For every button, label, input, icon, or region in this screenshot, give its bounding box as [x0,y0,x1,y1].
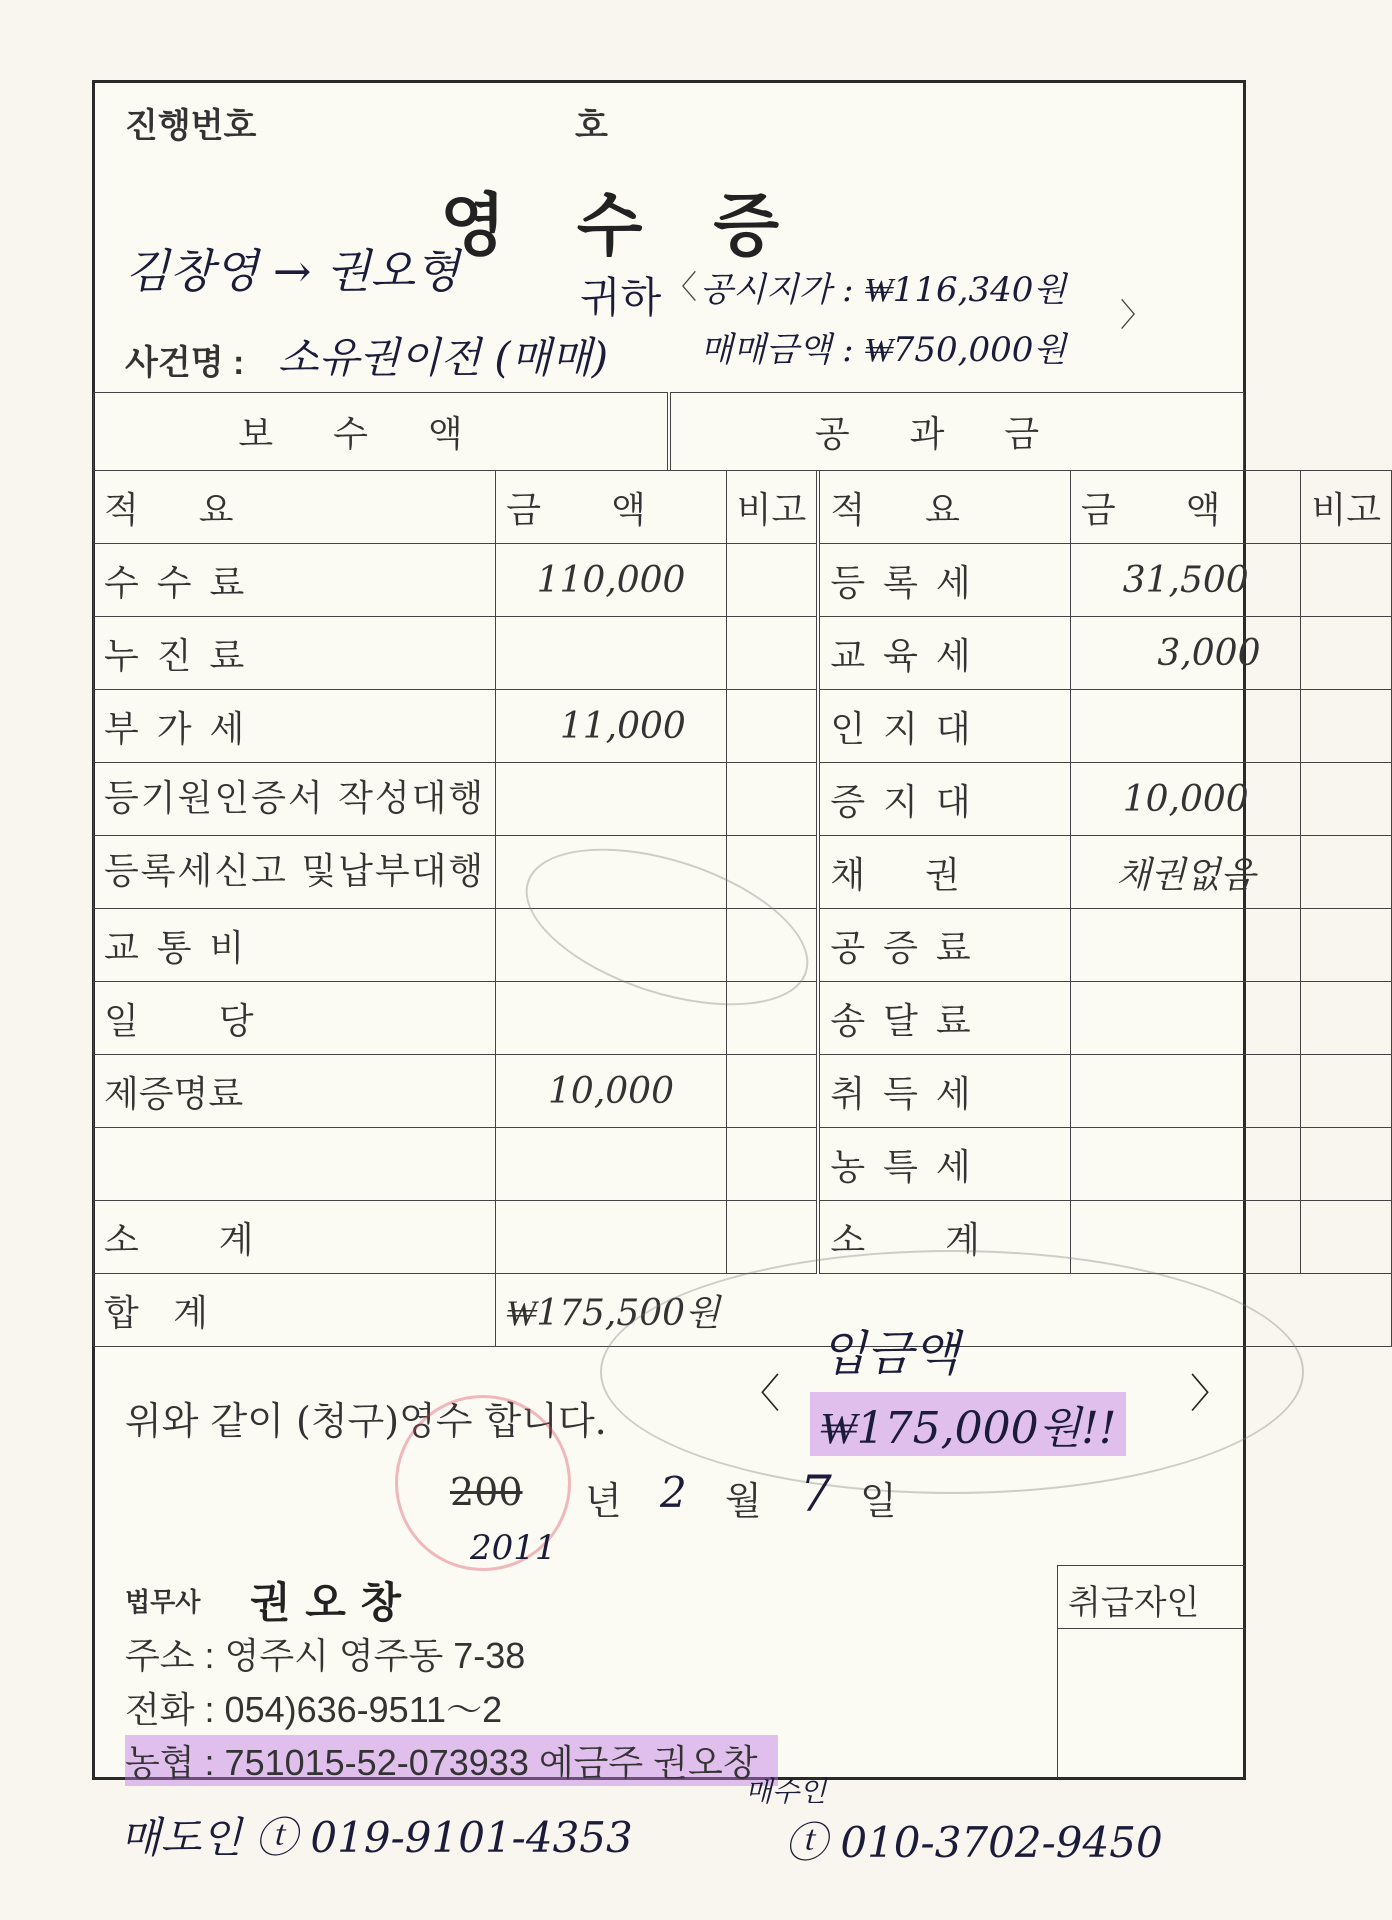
fee-amount: 10,000 [496,1055,727,1128]
bracket-open: 〈 [665,268,698,306]
receipt-statement: 위와 같이 (청구)영수 합니다. [125,1399,607,1443]
tax-label: 농특세 [818,1128,1070,1201]
fee-label: 교통비 [94,909,496,982]
tax-note [1301,1201,1392,1274]
fee-note [726,1128,818,1201]
fee-section-header: 보수액 [94,393,669,471]
deposit-amount: ₩175,000원!! [810,1392,1126,1456]
fee-label: 제증명료 [94,1055,496,1128]
fee-label: 소계 [94,1201,496,1274]
tax-note [1301,690,1392,763]
tax-label: 교육세 [818,617,1070,690]
fee-amount [496,1201,727,1274]
case-label: 사건명 : [125,344,245,382]
tax-amount: 3,000 [1070,617,1301,690]
tax-note [1301,617,1392,690]
tax-amount: 채권없음 [1070,836,1301,909]
tax-amount [1070,982,1301,1055]
tax-note [1301,836,1392,909]
table-row [94,690,1392,763]
date-month: 2 [660,1468,687,1517]
fee-desc-header: 적요 [94,471,496,544]
office-title: 법무사 [125,1587,201,1617]
fee-note [726,1055,818,1128]
public-land-price: 공시지가 : ₩116,340원 [700,270,1067,310]
ho-label: 호 [575,107,608,145]
date-il: 일 [860,1479,897,1523]
progress-number-label: 진행번호 [125,107,257,145]
deposit-label: 입금액 [820,1326,960,1382]
client-name: 김창영 → 권오형 [125,244,460,298]
deposit-bracket-open: 〈 [740,1371,780,1417]
total-amount: ₩175,500원 [496,1274,1392,1347]
fee-amount-header: 금액 [496,471,727,544]
tax-amount [1070,909,1301,982]
fee-note [726,763,818,836]
tax-section-header: 공과금 [669,393,1244,471]
date-year-handwritten: 2011 [470,1528,557,1568]
date-wol: 월 [725,1479,762,1523]
tax-note [1301,1128,1392,1201]
tax-label: 채권 [818,836,1070,909]
tax-amount: 10,000 [1070,763,1301,836]
handler-divider [1057,1628,1245,1629]
office-phone: 전화 : 054)636-9511～2 [125,1689,503,1730]
tax-label: 소계 [818,1201,1070,1274]
seller-phone: 매도인 ⓣ 019-9101-4353 [120,1813,633,1862]
date-nyeon: 년 [585,1479,622,1523]
tax-note [1301,909,1392,982]
fee-label: 등기원인증서 작성대행 [94,763,496,836]
date-day: 7 [800,1465,832,1523]
office-address: 주소 : 영주시 영주동 7-38 [125,1635,526,1676]
tax-amount-header: 금액 [1070,471,1301,544]
fee-amount [496,1128,727,1201]
tax-desc-header: 적요 [818,471,1070,544]
bracket-close: 〉 [1120,296,1153,334]
tax-note [1301,763,1392,836]
tax-label: 인지대 [818,690,1070,763]
case-name: 소유권이전 (매매) [278,333,609,382]
tax-amount [1070,1055,1301,1128]
tax-label: 공증료 [818,909,1070,982]
fee-amount [496,617,727,690]
tax-amount [1070,1128,1301,1201]
date-year-printed: 200 [450,1470,523,1514]
tax-label: 취득세 [818,1055,1070,1128]
table-header-row [94,471,1392,544]
office-name: 권 오 창 [250,1578,401,1627]
fee-note [726,544,818,617]
tax-note [1301,544,1392,617]
table-row [94,763,1392,836]
gwiha-label: 귀하 [580,273,662,322]
fee-amount [496,763,727,836]
tax-label: 증지대 [818,763,1070,836]
fee-label: 누진료 [94,617,496,690]
fee-amount: 11,000 [496,690,727,763]
tax-amount: 31,500 [1070,544,1301,617]
table-row [94,617,1392,690]
buyer-phone: ⓣ 010-3702-9450 [785,1818,1163,1867]
fee-amount: 110,000 [496,544,727,617]
fee-label [94,1128,496,1201]
fee-note-header: 비고 [726,471,818,544]
sale-price: 매매금액 : ₩750,000원 [700,330,1067,370]
buyer-label: 매수인 [745,1775,827,1808]
fee-note [726,617,818,690]
fee-label: 부가세 [94,690,496,763]
deposit-bracket-close: 〉 [1190,1371,1230,1417]
office-bank-account: 농협 : 751015-52-073933 예금주 권오창 [125,1735,778,1786]
page-title: 영 수 증 [440,186,780,266]
section-header-row [93,392,1244,471]
tax-note-header: 비고 [1301,471,1392,544]
tax-label: 등록세 [818,544,1070,617]
tax-label: 송달료 [818,982,1070,1055]
table-row [94,1055,1392,1128]
fee-label: 수수료 [94,544,496,617]
table-row [94,1201,1392,1274]
table-row [94,1128,1392,1201]
fee-label: 일당 [94,982,496,1055]
handler-label: 취급자인 [1068,1583,1200,1623]
table-row [94,544,1392,617]
tax-note [1301,1055,1392,1128]
tax-note [1301,982,1392,1055]
fee-note [726,690,818,763]
total-label: 합 계 [94,1274,496,1347]
tax-amount [1070,690,1301,763]
fee-label: 등록세신고 및납부대행 [94,836,496,909]
